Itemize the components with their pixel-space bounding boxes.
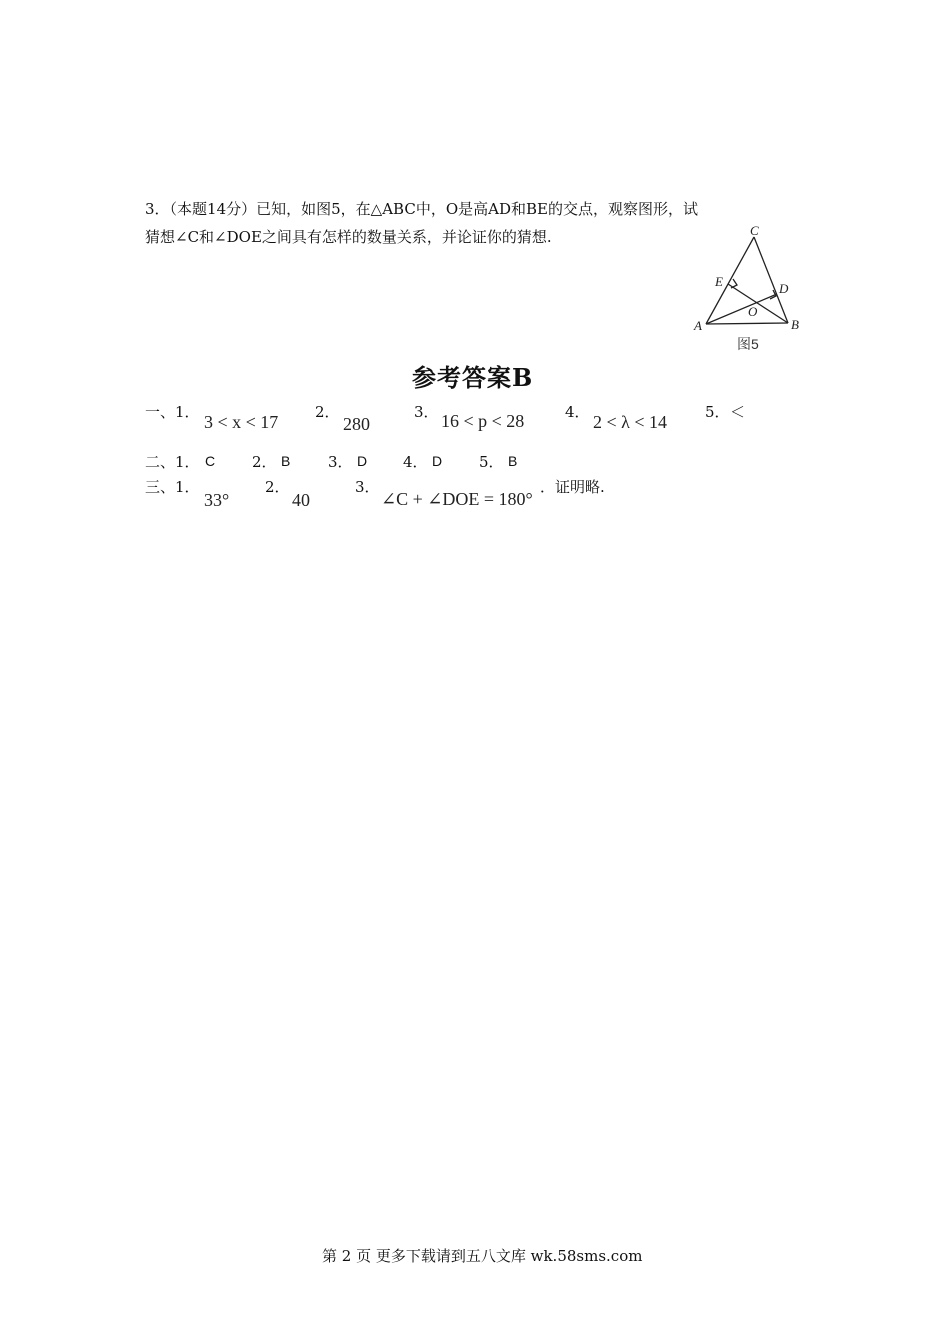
row2-num-3: 3． (328, 453, 353, 471)
label-a: A (694, 318, 702, 333)
page-footer: 第 2 页 更多下载请到五八文库 wk.58sms.com (322, 1247, 643, 1265)
row1-answer-4: 2 < λ < 14 (593, 412, 668, 432)
row2-num-2: 2． (252, 453, 277, 471)
answer-title: 参考答案B (412, 363, 534, 392)
row1-num-5: 5． (705, 403, 730, 421)
triangle-figure (690, 222, 810, 357)
row1-prefix: 一、1． (145, 403, 200, 421)
problem-line-1: 3．（本题14分）已知，如图5，在△ABC中，O是高AD和BE的交点，观察图形，试 (145, 200, 698, 218)
row3-prefix: 三、1． (145, 478, 200, 496)
side-ab (706, 323, 788, 324)
row1-answer-2: 280 (343, 414, 370, 434)
row2-answer-3: D (357, 453, 368, 469)
figure-caption: 图5 (737, 336, 759, 352)
row1-num-3: 3． (414, 403, 439, 421)
label-b: B (791, 317, 799, 332)
side-ac (706, 237, 754, 324)
row3-num-3: 3． (355, 478, 380, 496)
row3-suffix: ．证明略. (540, 478, 605, 496)
side-bc (754, 237, 788, 323)
row2-num-4: 4． (403, 453, 428, 471)
row2-answer-5: B (508, 453, 518, 469)
row3-answer-1: 33° (204, 490, 230, 510)
label-c: C (750, 223, 759, 238)
row3-answer-3: ∠C + ∠DOE = 180° (381, 489, 533, 509)
problem-line-2: 猜想∠C和∠DOE之间具有怎样的数量关系，并论证你的猜想. (145, 228, 552, 246)
row3-num-2: 2． (265, 478, 290, 496)
row1-answer-5: ＜ (730, 403, 746, 421)
row2-prefix: 二、1． (145, 453, 200, 471)
row3-answer-2: 40 (292, 490, 310, 510)
label-d: D (779, 281, 789, 296)
label-e: E (715, 274, 723, 289)
row1-answer-1: 3 < x < 17 (204, 412, 279, 432)
row1-answer-3: 16 < p < 28 (441, 411, 525, 431)
row2-num-5: 5． (479, 453, 504, 471)
row2-answer-2: B (281, 453, 291, 469)
row1-num-4: 4． (565, 403, 590, 421)
row2-answer-4: D (432, 453, 443, 469)
row2-answer-1: C (205, 453, 216, 469)
label-o: O (748, 304, 758, 319)
row1-num-2: 2． (315, 403, 340, 421)
